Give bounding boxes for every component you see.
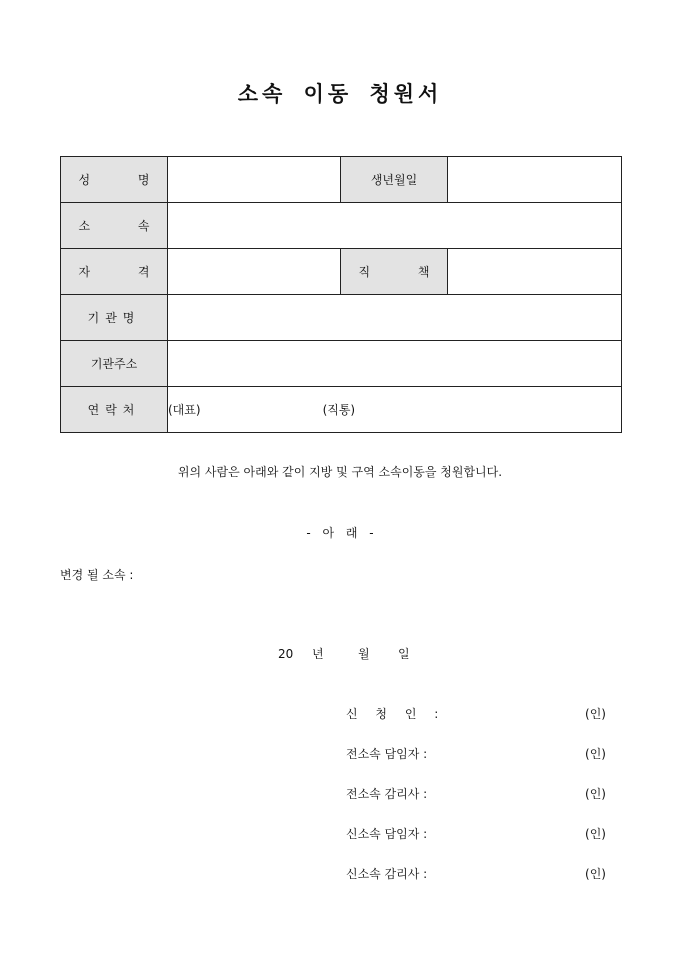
table-row (61, 295, 622, 341)
org-address-label: 기관주소 (61, 341, 168, 387)
name-field[interactable] (168, 157, 341, 203)
page-title: 소속 이동 청원서 (237, 81, 443, 106)
qualification-label (61, 249, 172, 295)
signature-label: 전소속 감리사 : (346, 787, 428, 801)
org-address-field[interactable] (168, 341, 622, 387)
signature-former-pastor (346, 745, 606, 763)
signature-new-superintendent (346, 865, 606, 883)
name-label (61, 157, 172, 203)
table-row (61, 157, 622, 203)
date-year-unit: 년 (312, 647, 324, 661)
signature-applicant (346, 705, 606, 723)
contact-main-label: (대표) (168, 403, 201, 417)
date-line (278, 645, 410, 662)
contact-field[interactable] (168, 387, 622, 433)
position-field[interactable] (448, 249, 622, 295)
petition-statement: 위의 사람은 아래와 같이 지방 및 구역 소속이동을 청원합니다. (177, 465, 503, 479)
position-label-text: 직 책 (358, 265, 452, 279)
seal-mark: (인) (585, 867, 606, 881)
seal-mark: (인) (585, 827, 606, 841)
affiliation-field[interactable] (168, 203, 622, 249)
org-name-label-text: 기관명 (87, 311, 141, 325)
birth-label: 생년월일 (341, 157, 448, 203)
date-month-unit: 월 (358, 647, 370, 661)
table-row (61, 387, 622, 433)
affiliation-label (61, 203, 172, 249)
applicant-info-table (60, 156, 622, 433)
below-heading: - 아 래 - (306, 526, 374, 540)
qualification-label-text: 자 격 (78, 265, 172, 279)
contact-direct-label: (직통) (322, 403, 356, 417)
position-label (341, 249, 452, 295)
affiliation-label-text: 소 속 (78, 219, 172, 233)
table-row (61, 249, 622, 295)
date-day-unit: 일 (398, 647, 410, 661)
birth-field[interactable] (448, 157, 622, 203)
signature-label: 신소속 담임자 : (346, 827, 428, 841)
contact-label-text: 연락처 (87, 403, 141, 417)
signature-new-pastor (346, 825, 606, 843)
signature-label: 신소속 감리사 : (346, 867, 428, 881)
signature-former-superintendent (346, 785, 606, 803)
date-year: 20 (278, 647, 294, 661)
seal-mark: (인) (585, 787, 606, 801)
name-label-text: 성 명 (78, 173, 172, 187)
org-name-label (61, 295, 168, 341)
seal-mark: (인) (585, 707, 606, 721)
change-affiliation-label: 변경 될 소속 : (60, 568, 134, 582)
qualification-field[interactable] (168, 249, 341, 295)
table-row (61, 341, 622, 387)
table-row (61, 203, 622, 249)
org-name-field[interactable] (168, 295, 622, 341)
contact-label (61, 387, 168, 433)
seal-mark: (인) (585, 747, 606, 761)
signature-label: 신 청 인 : (346, 707, 439, 721)
signature-label: 전소속 담임자 : (346, 747, 428, 761)
